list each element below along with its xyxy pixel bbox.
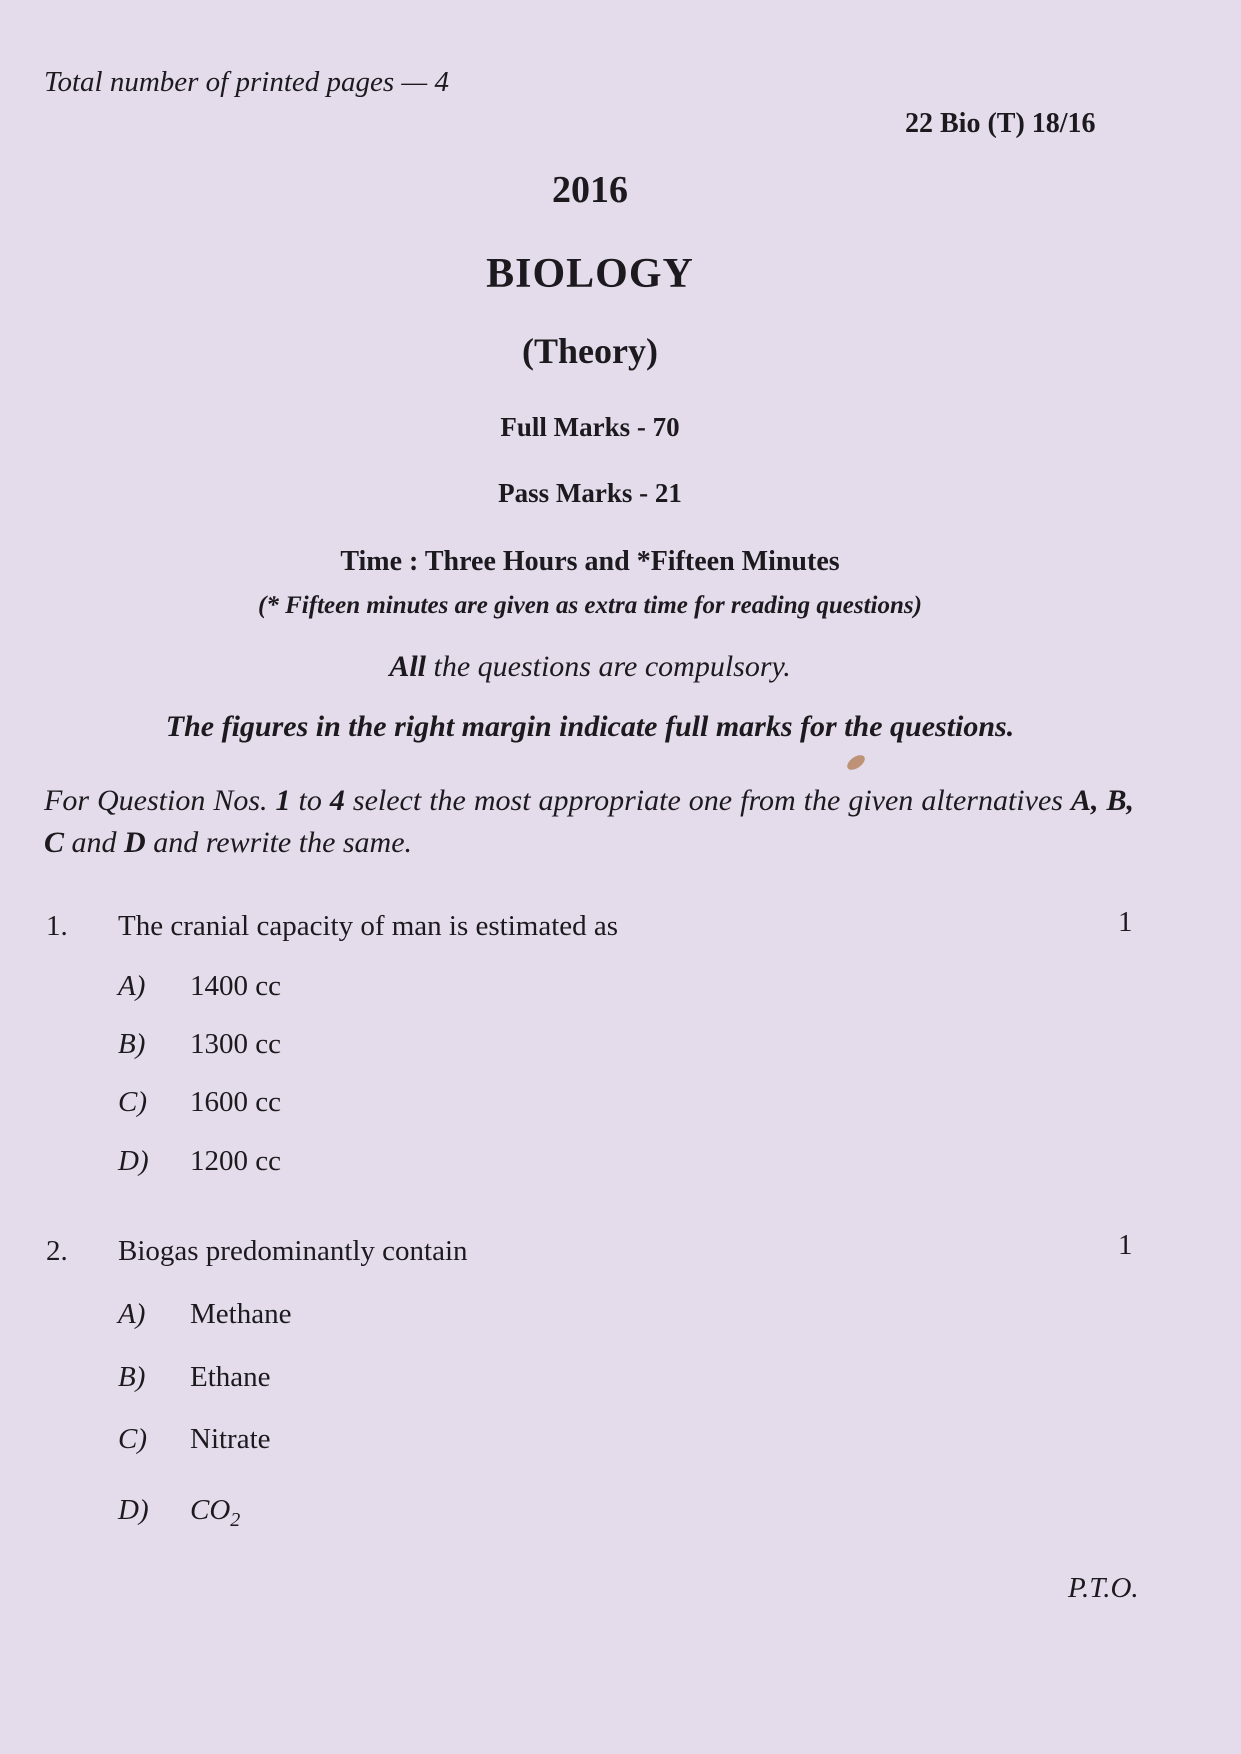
q2-option-a-letter: A) [118,1298,146,1330]
mcq-instruction-d: D [124,826,146,859]
ink-stain [845,752,868,772]
mcq-instruction-and: and [64,826,125,859]
mcq-instruction-n2: 4 [329,784,345,817]
q1-option-c-letter: C) [118,1086,147,1118]
compulsory-text: the questions are compulsory. [426,650,791,683]
question-2-text: Biogas predominantly contain [118,1235,468,1267]
total-pages-note: Total number of printed pages — 4 [44,66,449,98]
co2-formula: CO [190,1494,231,1526]
mcq-instruction-letters: A, B, C [44,784,1134,859]
q2-option-d-letter: D) [118,1494,149,1526]
paper-type: (Theory) [522,331,658,371]
q1-option-d-letter: D) [118,1145,149,1177]
q2-option-c-letter: C) [118,1423,147,1455]
question-1-marks: 1 [1118,906,1133,938]
time-allowed: Time : Three Hours and *Fifteen Minutes [340,546,840,577]
q1-option-b-text: 1300 cc [190,1028,281,1060]
mcq-instruction-prefix: For Question Nos. [44,784,276,817]
full-marks: Full Marks - 70 [500,412,680,442]
extra-time-note: (* Fifteen minutes are given as extra time for reading questions) [258,592,922,619]
q1-option-a-text: 1400 cc [190,970,281,1002]
mcq-instruction-suffix: and rewrite the same. [145,826,413,859]
exam-year: 2016 [552,169,628,211]
q1-option-a-letter: A) [118,970,146,1002]
mcq-instruction-n1: 1 [275,784,291,817]
mcq-instruction-mid2: select the most appropriate one from the given alternatives [344,784,1071,817]
question-1-number: 1. [46,910,68,942]
mcq-instruction-mid: to [290,784,330,817]
pass-marks: Pass Marks - 21 [498,478,682,508]
subject-title: BIOLOGY [486,251,694,297]
mcq-instruction [44,780,1134,864]
q2-option-c-text: Nitrate [190,1423,271,1455]
q2-option-a-text: Methane [190,1298,292,1330]
question-2-number: 2. [46,1235,68,1267]
q1-option-c-text: 1600 cc [190,1086,281,1118]
pto-note: P.T.O. [1068,1572,1139,1604]
question-2-marks: 1 [1118,1229,1133,1261]
co2-subscript: 2 [230,1508,241,1531]
q2-option-b-text: Ethane [190,1361,271,1393]
compulsory-emphasis: All [389,650,426,683]
question-1-text: The cranial capacity of man is estimated as [118,910,619,942]
q1-option-d-text: 1200 cc [190,1145,281,1177]
q2-option-b-letter: B) [118,1361,146,1393]
q2-option-d-text [190,1494,240,1532]
figures-note: The figures in the right margin indicate full marks for the questions. [165,710,1015,743]
q1-option-b-letter: B) [118,1028,146,1060]
paper-code: 22 Bio (T) 18/16 [905,108,1096,139]
compulsory-note [0,650,1180,684]
